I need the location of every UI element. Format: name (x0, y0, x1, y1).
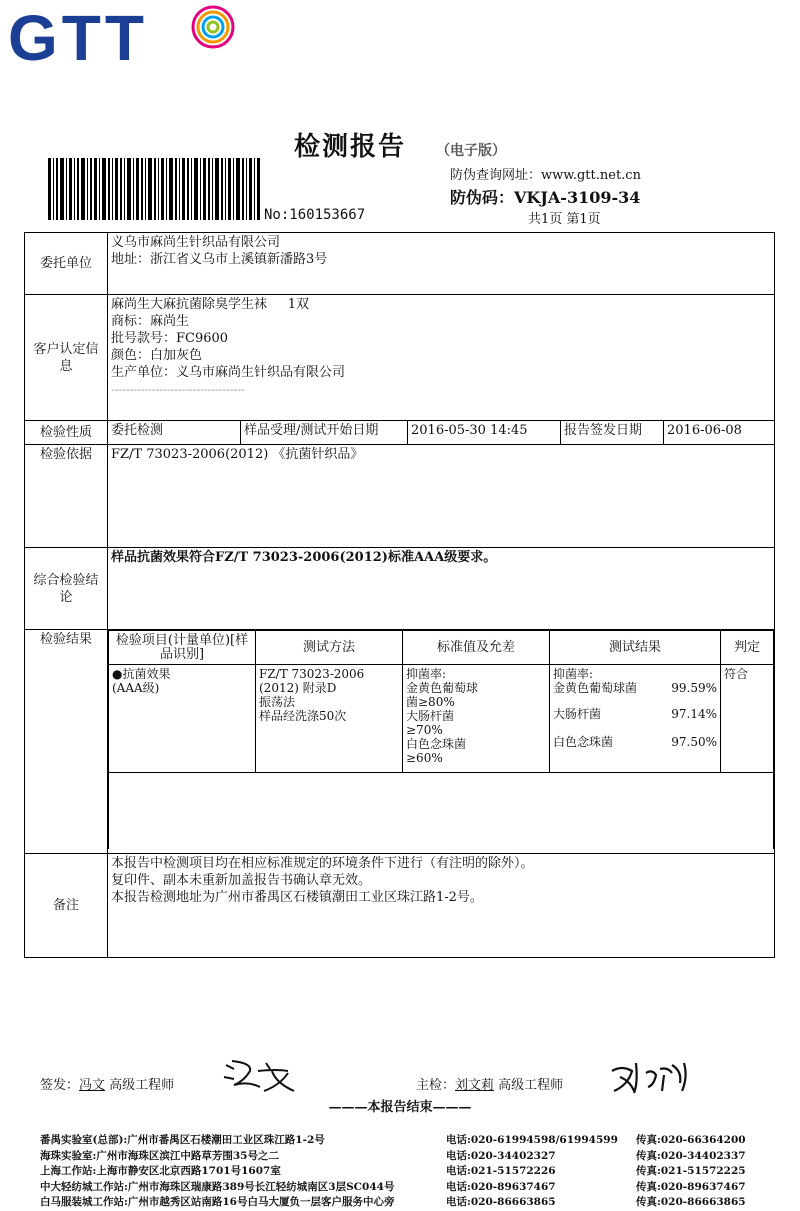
result-method (256, 665, 403, 773)
result-item-grade: (AAA级) (112, 681, 160, 695)
results-empty-row (109, 773, 774, 849)
remark-line: 复印件、副本未重新加盖报告书确认章无效。 (111, 873, 372, 888)
standard-line: ≥60% (406, 751, 443, 765)
result-line (553, 735, 717, 749)
receive-date-value: 2016-05-30 14:45 (408, 421, 561, 445)
basis-label: 检验依据 (25, 445, 108, 548)
issuer-title: 高级工程师 (109, 1078, 175, 1093)
lab-address: 白马服装城工作站:广州市越秀区站南路16号白马大厦负一层客户服务中心旁 (40, 1196, 395, 1208)
inhibition-rate: 97.14% (671, 707, 717, 721)
nature-value: 委托检测 (108, 421, 241, 445)
lab-phone: 电话:021-51572226 (446, 1165, 556, 1177)
inhibition-rate: 97.50% (671, 735, 717, 749)
header-judge: 判定 (721, 631, 774, 665)
footer-contacts (40, 1133, 770, 1211)
result-item (109, 665, 256, 773)
header-result: 测试结果 (550, 631, 721, 665)
batch-number: 批号款号：FC9600 (111, 331, 229, 346)
footer-row (40, 1180, 770, 1196)
lab-fax: 传真:020-86663865 (636, 1196, 746, 1208)
customer-info-row (25, 295, 775, 421)
inhibition-rate: 99.59% (671, 681, 717, 695)
client-address: 地址：浙江省义乌市上溪镇新潘路3号 (111, 252, 328, 267)
standard-line: 菌≥80% (406, 695, 455, 709)
anti-counterfeit-code: 防伪码：VKJA-3109-34 (450, 188, 641, 207)
issue-date-value: 2016-06-08 (664, 421, 775, 445)
results-data-row (109, 665, 774, 773)
conclusion-value: 样品抗菌效果符合FZ/T 73023-2006(2012)标准AAA级要求。 (108, 548, 775, 630)
footer-row (40, 1164, 770, 1180)
footer-row (40, 1133, 770, 1149)
lab-fax: 传真:020-34402337 (636, 1149, 746, 1162)
results-table (108, 630, 774, 849)
barcode (48, 158, 260, 220)
title-sub: （电子版） (436, 143, 506, 159)
standard-line: 金黄色葡萄球 (406, 681, 479, 695)
receive-date-label: 样品受理/测试开始日期 (241, 421, 408, 445)
inspector-title: 高级工程师 (498, 1078, 564, 1093)
brand: 商标：麻尚生 (111, 314, 190, 329)
product-quantity: 1双 (287, 297, 309, 312)
standard-line: ≥70% (406, 723, 443, 737)
result-judge: 符合 (721, 665, 774, 773)
issuer-handwritten-signature (222, 1055, 302, 1095)
issuer-signature (40, 1074, 174, 1093)
result-title: 抑菌率: (553, 667, 594, 681)
dash-line: ------------------------------------ (111, 383, 245, 396)
logo-swirl-icon (188, 2, 238, 52)
conclusion-label: 综合检验结论 (25, 548, 108, 630)
report-table (24, 232, 775, 958)
report-number: No:160153667 (264, 207, 366, 223)
bacteria-name: 大肠杆菌 (553, 707, 602, 721)
remark-line: 本报告中检测项目均在相应标准规定的环境条件下进行（有注明的除外）。 (111, 856, 534, 871)
lab-phone: 电话:020-61994598/61994599 (446, 1134, 618, 1146)
results-header-row (109, 631, 774, 665)
company-logo: GTT (8, 2, 148, 74)
footer-row (40, 1195, 770, 1211)
lab-address: 番禺实验室(总部):广州市番禺区石楼潮田工业区珠江路1-2号 (40, 1134, 325, 1146)
issue-date-label: 报告签发日期 (561, 421, 664, 445)
header-standard: 标准值及允差 (403, 631, 550, 665)
issuer-label: 签发： (40, 1078, 80, 1093)
result-line (553, 707, 717, 721)
bacteria-name: 金黄色葡萄球菌 (553, 681, 638, 695)
inspector-handwritten-signature (606, 1055, 702, 1099)
footer-row (40, 1149, 770, 1165)
standard-line: 大肠杆菌 (406, 709, 455, 723)
method-line: (2012) 附录D (259, 681, 337, 695)
remark-line: 本报告检测地址为广州市番禺区石楼镇潮田工业区珠江路1-2号。 (111, 890, 483, 905)
standard-line: 白色念珠菌 (406, 737, 467, 751)
lab-address: 海珠实验室:广州市海珠区滨江中路草芳围35号之二 (40, 1149, 279, 1162)
bacteria-name: 白色念珠菌 (553, 735, 614, 749)
product-name: 麻尚生大麻抗菌除臭学生袜 (111, 297, 268, 312)
inspector-label: 主检： (416, 1078, 456, 1093)
nature-label: 检验性质 (25, 421, 108, 445)
header-method: 测试方法 (256, 631, 403, 665)
conclusion-row (25, 548, 775, 630)
report-end: ———本报告结束——— (328, 1100, 472, 1115)
inspector-name: 刘文莉 (455, 1078, 495, 1093)
remarks-row (25, 854, 775, 958)
manufacturer: 生产单位：义乌市麻尚生针织品有限公司 (111, 365, 346, 380)
lab-phone: 电话:020-86663865 (446, 1196, 556, 1208)
inspector-signature (416, 1074, 563, 1093)
lab-address: 中大轻纺城工作站:广州市海珠区瑞康路389号长江轻纺城南区3层SC044号 (40, 1180, 395, 1193)
basis-row (25, 445, 775, 548)
lab-fax: 传真:021-51572225 (636, 1165, 746, 1177)
lab-address: 上海工作站:上海市静安区北京西路1701号1607室 (40, 1165, 281, 1177)
color: 颜色：白加灰色 (111, 348, 203, 363)
lab-phone: 电话:020-34402327 (446, 1149, 556, 1162)
results-label: 检验结果 (25, 630, 108, 854)
customer-info-label: 客户认定信息 (25, 295, 108, 421)
standard-line: 抑菌率: (406, 667, 447, 681)
inspection-row (25, 421, 775, 445)
result-line (553, 681, 717, 695)
client-name: 义乌市麻尚生针织品有限公司 (111, 235, 281, 250)
header-item: 检验项目(计量单位)[样品识别] (109, 631, 256, 665)
lab-phone: 电话:020-89637467 (446, 1180, 556, 1193)
page-count: 共1页 第1页 (528, 212, 601, 227)
basis-value: FZ/T 73023-2006(2012) 《抗菌针织品》 (108, 445, 775, 548)
results-row (25, 630, 775, 854)
product-line (111, 296, 771, 313)
anti-counterfeit-url: 防伪查询网址：www.gtt.net.cn (450, 168, 641, 183)
lab-fax: 传真:020-89637467 (636, 1180, 746, 1193)
issuer-name: 冯文 (79, 1078, 106, 1093)
result-item-name: ●抗菌效果 (112, 667, 171, 681)
method-line: 样品经洗涤50次 (259, 709, 347, 723)
lab-fax: 传真:020-66364200 (636, 1134, 746, 1146)
remarks-label: 备注 (25, 854, 108, 958)
result-standard (403, 665, 550, 773)
method-line: FZ/T 73023-2006 (259, 667, 365, 681)
title-main: 检测报告 (293, 132, 406, 162)
method-line: 振荡法 (259, 695, 296, 709)
client-row (25, 233, 775, 295)
client-label: 委托单位 (25, 233, 108, 295)
result-values (550, 665, 721, 773)
